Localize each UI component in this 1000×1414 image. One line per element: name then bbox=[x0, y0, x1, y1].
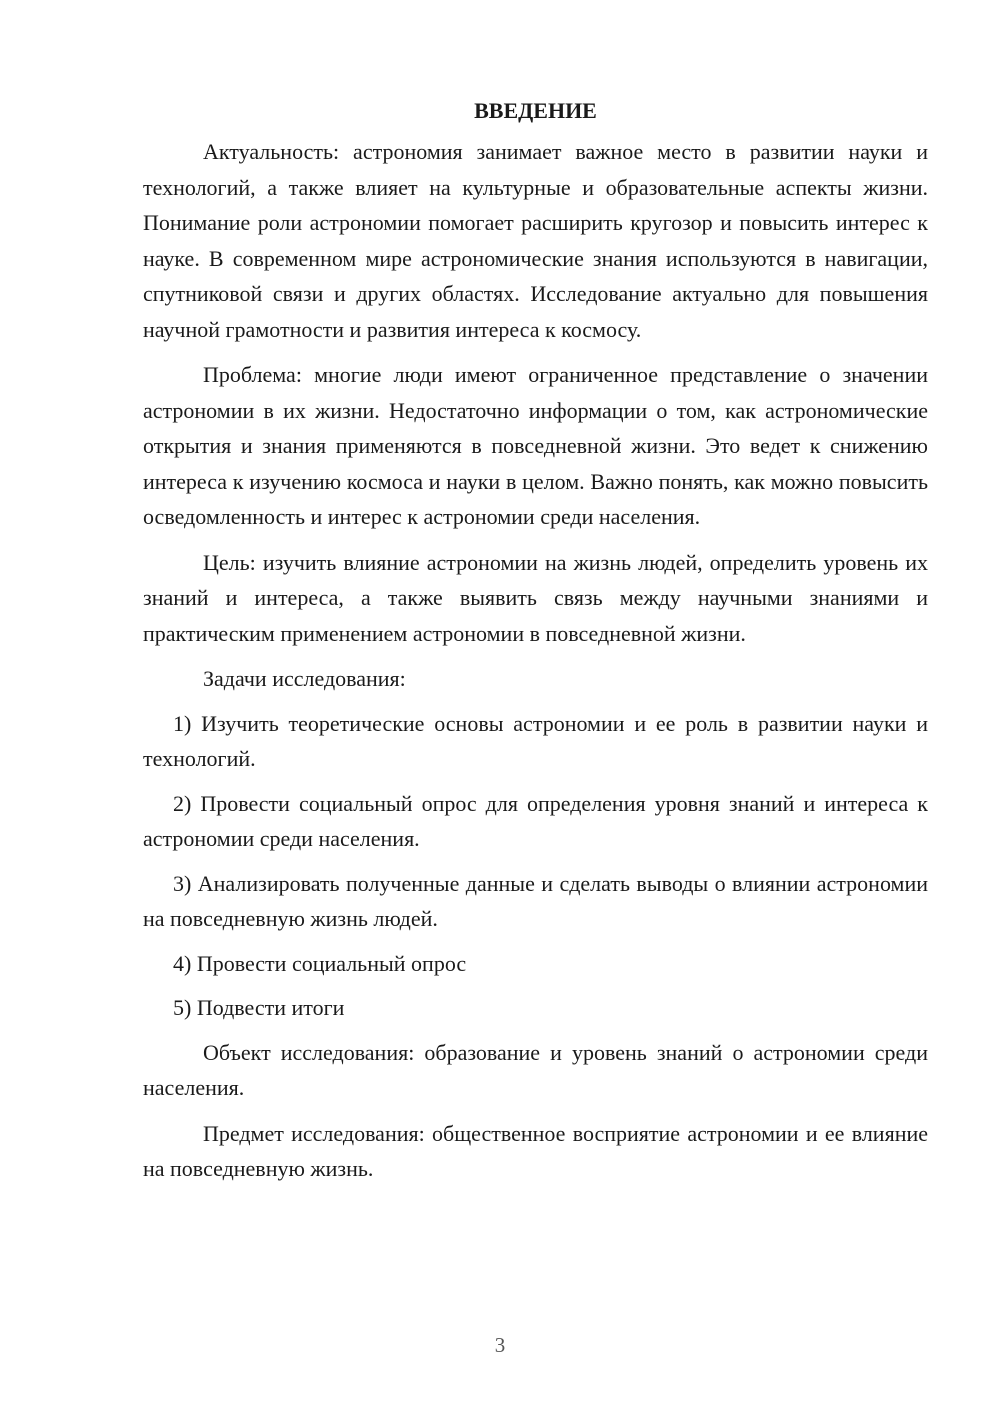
task-item: 2) Провести социальный опрос для определения уровня знаний и интереса к астрономии среди населения. bbox=[143, 790, 928, 851]
problem-paragraph: Проблема: многие люди имеют ограниченное представление о значении астрономии в их жизни. Недостаточно информации о том, как астрономические открытия и знания применяются в повседневной жизни. Это ведет к снижению интереса к изучению космоса и науки в целом. Важно понять, как можно повысить осведомленность и интерес к астрономии среди населения. bbox=[143, 362, 928, 529]
document-page bbox=[143, 96, 928, 1187]
relevance-paragraph: Актуальность: астрономия занимает важное место в развитии науки и технологий, а также влияет на культурные и образовательные аспекты жизни. Понимание роли астрономии помогает расширить кругозор и повысить интерес к науке. В современном мире астрономические знания используются в навигации, спутниковой связи и других областях. Исследование актуально для повышения научной грамотности и развития интереса к космосу. bbox=[143, 139, 928, 342]
task-item: 3) Анализировать полученные данные и сделать выводы о влиянии астрономии на повседневную жизнь людей. bbox=[143, 870, 928, 931]
page-number: 3 bbox=[494, 1333, 506, 1357]
research-subject-paragraph: Предмет исследования: общественное восприятие астрономии и ее влияние на повседневную жизнь. bbox=[143, 1120, 928, 1181]
tasks-heading: Задачи исследования: bbox=[203, 666, 406, 691]
task-item: 4) Провести социальный опрос bbox=[173, 950, 467, 976]
task-item: 1) Изучить теоретические основы астрономии и ее роль в развитии науки и технологий. bbox=[143, 710, 928, 771]
task-item: 5) Подвести итоги bbox=[173, 995, 345, 1020]
research-object-paragraph: Объект исследования: образование и уровень знаний о астрономии среди населения. bbox=[143, 1039, 928, 1100]
section-title: ВВЕДЕНИЕ bbox=[474, 98, 597, 123]
goal-paragraph: Цель: изучить влияние астрономии на жизнь людей, определить уровень их знаний и интереса, а также выявить связь между научными знаниями и практическим применением астрономии в повседневной жизни. bbox=[143, 549, 928, 646]
